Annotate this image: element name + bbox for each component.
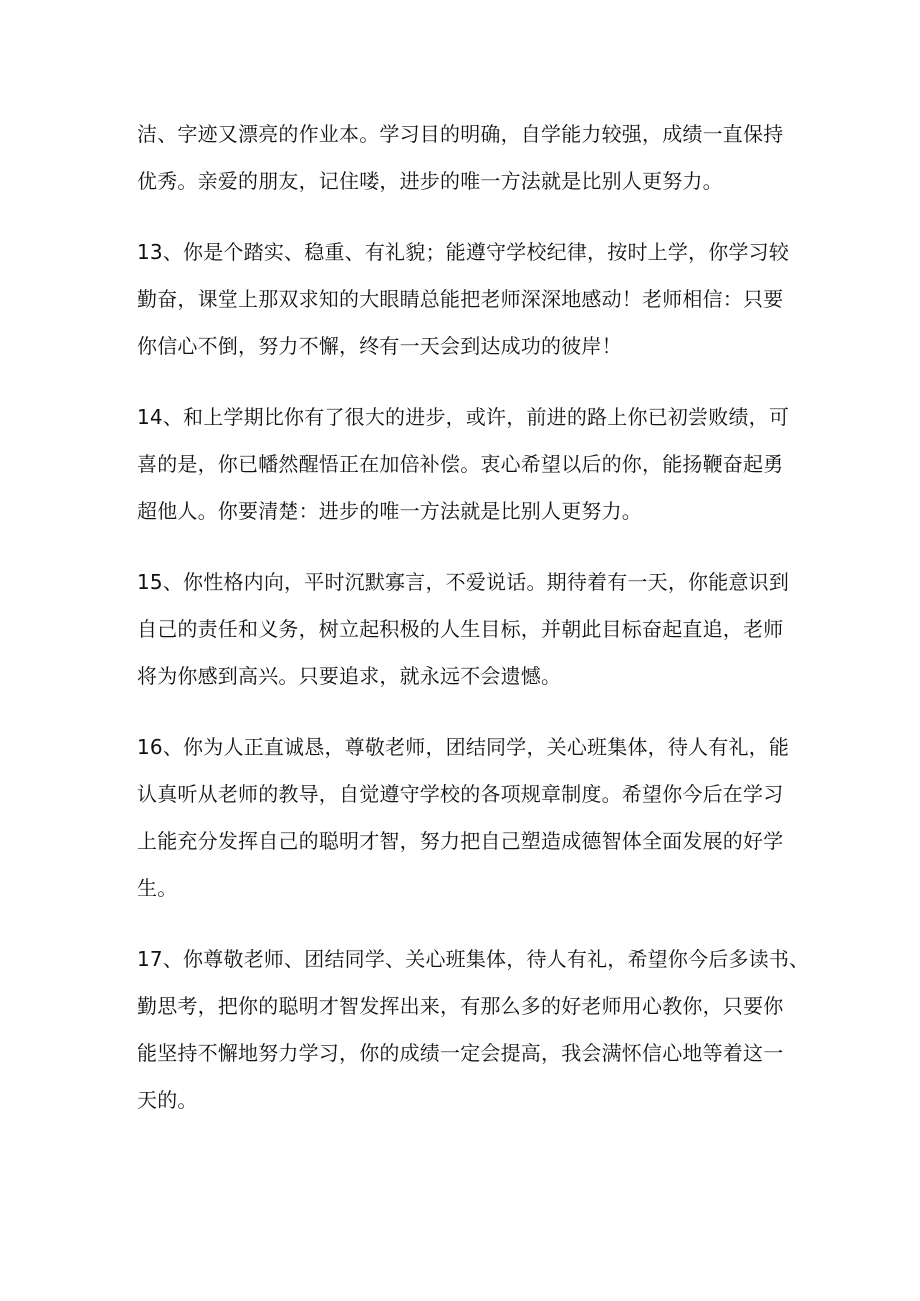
text-line: 17、你尊敬老师、团结同学、关心班集体，待人有礼，希望你今后多读书、 <box>137 947 810 971</box>
text-line: 13、你是个踏实、稳重、有礼貌；能遵守学校纪律，按时上学，你学习较 <box>137 240 790 264</box>
text-line: 天的。 <box>137 1088 198 1112</box>
text-line: 优秀。亲爱的朋友，记住喽，进步的唯一方法就是比别人更努力。 <box>137 169 723 193</box>
text-line: 16、你为人正直诚恳，尊敬老师，团结同学，关心班集体，待人有礼，能 <box>137 735 790 759</box>
text-line: 超他人。你要清楚：进步的唯一方法就是比别人更努力。 <box>137 499 642 523</box>
text-line: 将为你感到高兴。只要追求，就永远不会遗憾。 <box>137 664 562 688</box>
text-line: 洁、字迹又漂亮的作业本。学习目的明确，自学能力较强，成绩一直保持 <box>137 122 784 146</box>
paragraph-13 <box>137 229 790 370</box>
text-line: 自己的责任和义务，树立起积极的人生目标，并朝此目标奋起直追，老师 <box>137 617 784 641</box>
paragraph-continuation <box>137 111 787 205</box>
paragraph-14 <box>137 394 790 535</box>
paragraph-16 <box>137 724 790 912</box>
text-line: 生。 <box>137 876 178 900</box>
text-line: 15、你性格内向，平时沉默寡言，不爱说话。期待着有一天，你能意识到 <box>137 570 790 594</box>
text-line: 认真听从老师的教导，自觉遵守学校的各项规章制度。希望你今后在学习 <box>137 782 784 806</box>
paragraph-15 <box>137 559 790 700</box>
text-line: 你信心不倒，努力不懈，终有一天会到达成功的彼岸！ <box>137 334 622 358</box>
text-line: 能坚持不懈地努力学习，你的成绩一定会提高，我会满怀信心地等着这一 <box>137 1041 784 1065</box>
paragraph-17 <box>137 936 810 1124</box>
text-line: 14、和上学期比你有了很大的进步，或许，前进的路上你已初尝败绩，可 <box>137 405 790 429</box>
text-line: 上能充分发挥自己的聪明才智，努力把自己塑造成德智体全面发展的好学 <box>137 829 784 853</box>
document-body <box>137 111 810 1148</box>
text-line: 喜的是，你已幡然醒悟正在加倍补偿。衷心希望以后的你，能扬鞭奋起勇 <box>137 452 784 476</box>
text-line: 勤奋，课堂上那双求知的大眼睛总能把老师深深地感动！老师相信：只要 <box>137 287 784 311</box>
text-line: 勤思考，把你的聪明才智发挥出来，有那么多的好老师用心教你，只要你 <box>137 994 784 1018</box>
